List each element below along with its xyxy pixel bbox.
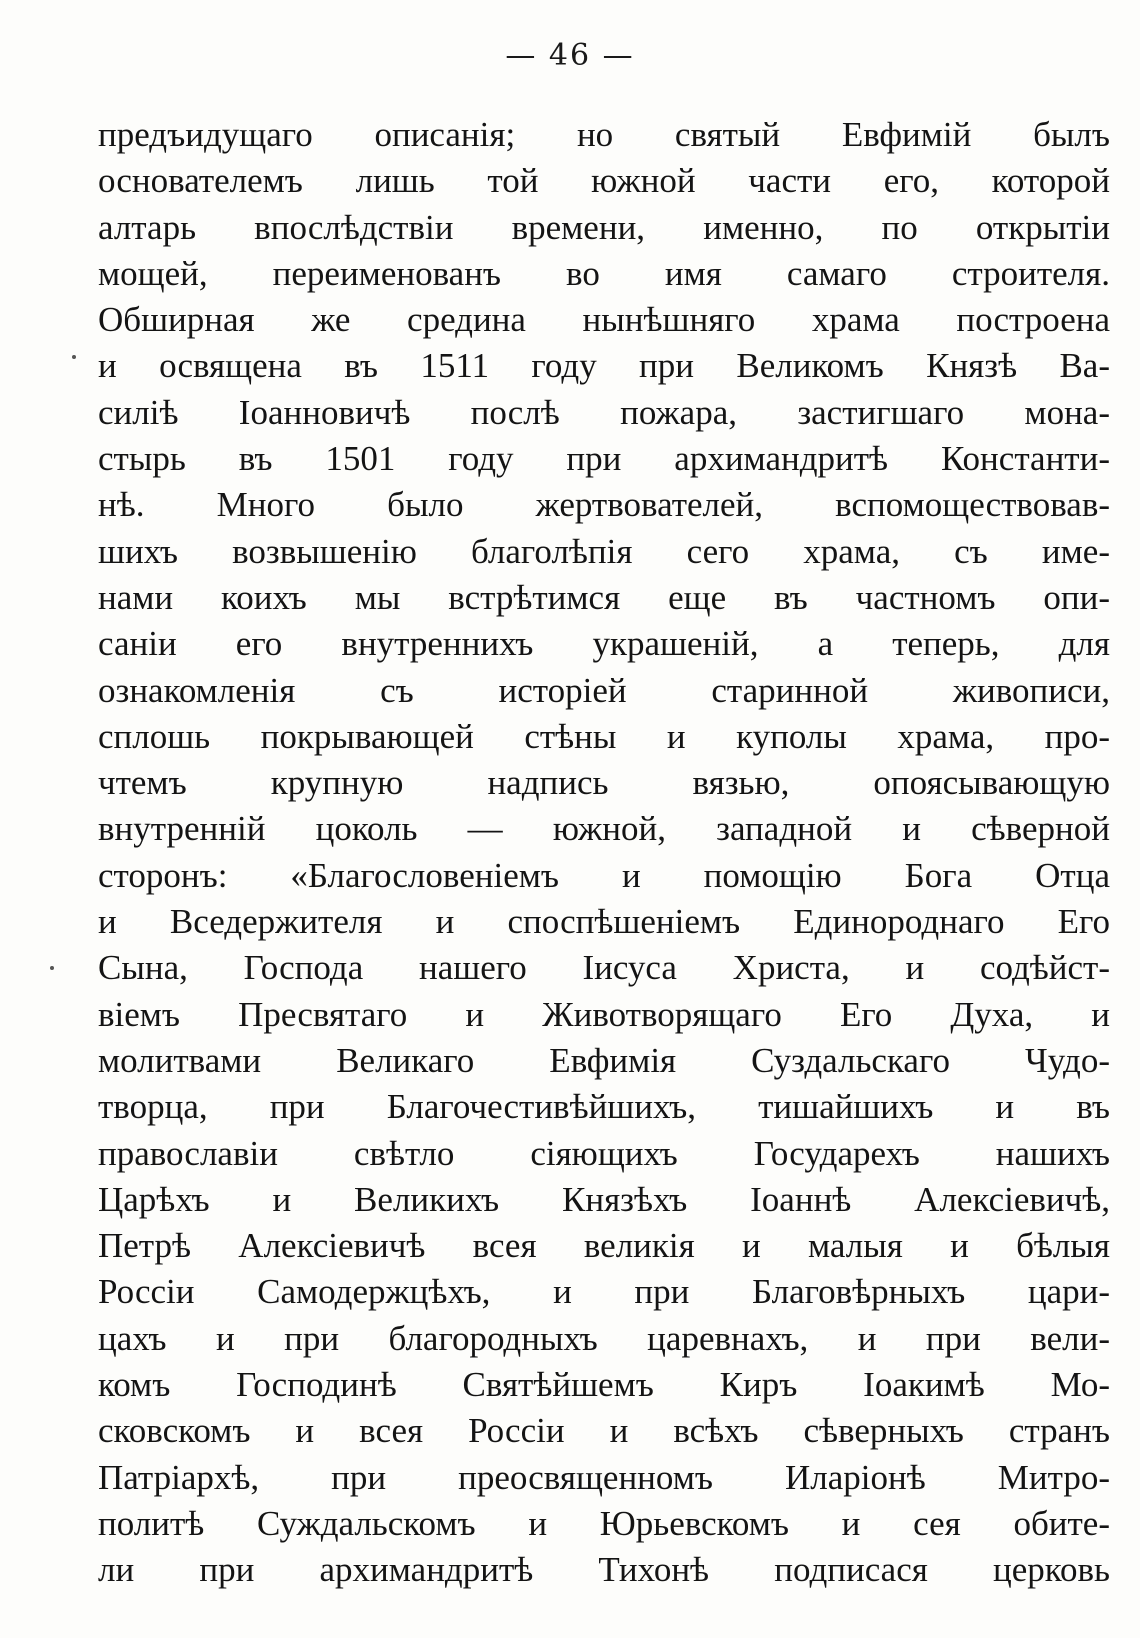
text-line: ли при архимандритѣ Тихонѣ подписася церковь: [98, 1550, 1110, 1590]
text-line: силіѣ Іоанновичѣ послѣ пожара, застигшаго мона-: [98, 392, 1110, 432]
text-line: основателемъ лишь той южной части его, которой: [98, 161, 1110, 201]
text-line: политѣ Суждальскомъ и Юрьевскомъ и сея обите-: [98, 1503, 1110, 1543]
body-text: [98, 112, 1110, 1594]
text-line: Сына, Господа нашего Іисуса Христа, и содѣйст-: [98, 948, 1110, 988]
text-line: сковскомъ и всея Россіи и всѣхъ сѣверныхъ странъ: [98, 1411, 1110, 1451]
text-line: и Вседержителя и споспѣшеніемъ Единороднаго Его: [98, 902, 1110, 942]
text-line: внутренній цоколь — южной, западной и сѣверной: [98, 809, 1110, 849]
text-line: саніи его внутреннихъ украшеній, а теперь, для: [98, 624, 1110, 664]
text-line: сторонъ: «Благословеніемъ и помощію Бога Отца: [98, 855, 1110, 895]
text-line: комъ Господинѣ Святѣйшемъ Киръ Іоакимѣ Мо-: [98, 1365, 1110, 1405]
text-line: и освящена въ 1511 году при Великомъ Князѣ Ва-: [98, 346, 1110, 386]
text-line: стырь въ 1501 году при архимандритѣ Константи-: [98, 439, 1110, 479]
text-line: Патріархѣ, при преосвященномъ Иларіонѣ Митро-: [98, 1457, 1110, 1497]
text-line: Россіи Самодержцѣхъ, и при Благовѣрныхъ цари-: [98, 1272, 1110, 1312]
text-line: віемъ Пресвятаго и Животворящаго Его Духа, и: [98, 994, 1110, 1034]
text-line: Петрѣ Алексіевичѣ всея великія и малыя и бѣлыя: [98, 1226, 1110, 1266]
text-line: сплошь покрывающей стѣны и куполы храма, про-: [98, 716, 1110, 756]
text-line: мощей, переименованъ во имя самаго строителя.: [98, 253, 1110, 293]
page-number: — 46 —: [505, 38, 635, 73]
text-line: Царѣхъ и Великихъ Князѣхъ Іоаннѣ Алексіевичѣ,: [98, 1179, 1110, 1219]
text-line: ознакомленія съ исторіей старинной живописи,: [98, 670, 1110, 710]
text-line: нами коихъ мы встрѣтимся еще въ частномъ опи-: [98, 577, 1110, 617]
text-line: нѣ. Много было жертвователей, вспомоществовав-: [98, 485, 1110, 525]
text-line: шихъ возвышенію благолѣпія сего храма, съ име-: [98, 531, 1110, 571]
text-line: алтарь впослѣдствіи времени, именно, по открытіи: [98, 207, 1110, 247]
text-line: православіи свѣтло сіяющихъ Государехъ нашихъ: [98, 1133, 1110, 1173]
text-line: предъидущаго описанія; но святый Евфимій былъ: [98, 115, 1110, 154]
text-line: молитвами Великаго Евфимія Суздальскаго Чудо-: [98, 1040, 1110, 1080]
text-line: цахъ и при благородныхъ царевнахъ, и при вели-: [98, 1318, 1110, 1358]
margin-dot: [50, 966, 54, 970]
text-line: Обширная же средина нынѣшняго храма построена: [98, 300, 1110, 340]
text-line: чтемъ крупную надпись вязью, опоясывающую: [98, 763, 1110, 803]
margin-dot: [72, 355, 76, 359]
text-line: творца, при Благочестивѣйшихъ, тишайшихъ и въ: [98, 1087, 1110, 1127]
